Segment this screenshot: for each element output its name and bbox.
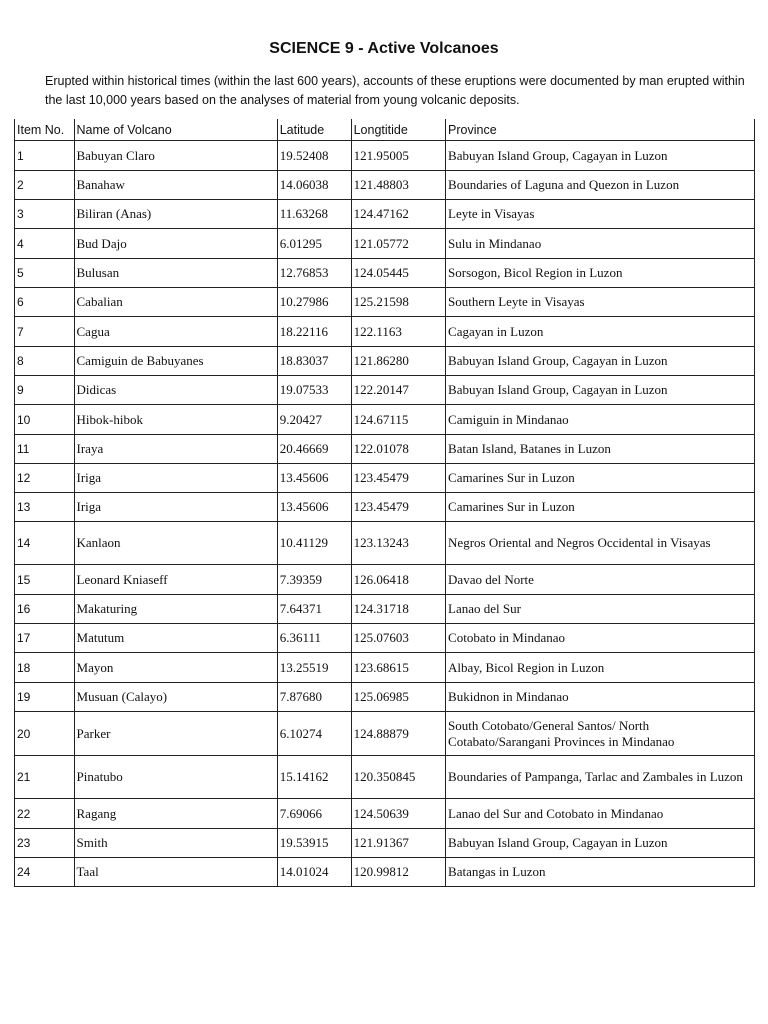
table-header bbox=[15, 119, 755, 141]
cell-province: Southern Leyte in Visayas bbox=[446, 288, 755, 317]
cell-volcano-name: Matutum bbox=[74, 624, 277, 653]
cell-province: Camarines Sur in Luzon bbox=[446, 493, 755, 522]
cell-volcano-name: Didicas bbox=[74, 376, 277, 405]
cell-longitude: 124.88879 bbox=[351, 712, 445, 756]
cell-longitude: 121.91367 bbox=[351, 829, 445, 858]
cell-item-no: 5 bbox=[15, 259, 75, 288]
cell-latitude: 18.83037 bbox=[277, 347, 351, 376]
cell-longitude: 122.20147 bbox=[351, 376, 445, 405]
cell-item-no: 6 bbox=[15, 288, 75, 317]
cell-volcano-name: Musuan (Calayo) bbox=[74, 683, 277, 712]
cell-province: Cagayan in Luzon bbox=[446, 317, 755, 347]
cell-latitude: 6.36111 bbox=[277, 624, 351, 653]
cell-latitude: 9.20427 bbox=[277, 405, 351, 435]
cell-province: South Cotobato/General Santos/ North Cotabato/Sarangani Provinces in Mindanao bbox=[446, 712, 755, 756]
table-row bbox=[15, 858, 755, 887]
cell-province: Camarines Sur in Luzon bbox=[446, 464, 755, 493]
cell-volcano-name: Pinatubo bbox=[74, 756, 277, 799]
table-row bbox=[15, 712, 755, 756]
header-item-no: Item No. bbox=[15, 119, 75, 141]
cell-longitude: 123.13243 bbox=[351, 522, 445, 565]
cell-volcano-name: Leonard Kniaseff bbox=[74, 565, 277, 595]
header-volcano-name: Name of Volcano bbox=[74, 119, 277, 141]
header-longitude: Longtitide bbox=[351, 119, 445, 141]
cell-latitude: 13.45606 bbox=[277, 464, 351, 493]
cell-longitude: 123.68615 bbox=[351, 653, 445, 683]
cell-longitude: 126.06418 bbox=[351, 565, 445, 595]
cell-longitude: 124.05445 bbox=[351, 259, 445, 288]
cell-item-no: 21 bbox=[15, 756, 75, 799]
cell-latitude: 7.87680 bbox=[277, 683, 351, 712]
cell-longitude: 124.31718 bbox=[351, 595, 445, 624]
cell-province: Babuyan Island Group, Cagayan in Luzon bbox=[446, 829, 755, 858]
cell-latitude: 11.63268 bbox=[277, 200, 351, 229]
cell-province: Leyte in Visayas bbox=[446, 200, 755, 229]
cell-province: Sorsogon, Bicol Region in Luzon bbox=[446, 259, 755, 288]
cell-volcano-name: Bud Dajo bbox=[74, 229, 277, 259]
cell-latitude: 20.46669 bbox=[277, 435, 351, 464]
cell-volcano-name: Iraya bbox=[74, 435, 277, 464]
cell-latitude: 13.25519 bbox=[277, 653, 351, 683]
cell-province: Lanao del Sur and Cotobato in Mindanao bbox=[446, 799, 755, 829]
cell-volcano-name: Makaturing bbox=[74, 595, 277, 624]
cell-longitude: 125.07603 bbox=[351, 624, 445, 653]
cell-item-no: 22 bbox=[15, 799, 75, 829]
intro-paragraph: Erupted within historical times (within the last 600 years), accounts of these eruptions were documented by man erupted within the last 10,000 years based on the analyses of material from young volcanic deposits. bbox=[45, 74, 745, 107]
cell-item-no: 24 bbox=[15, 858, 75, 887]
cell-volcano-name: Banahaw bbox=[74, 171, 277, 200]
table-row bbox=[15, 624, 755, 653]
table-row bbox=[15, 141, 755, 171]
cell-volcano-name: Cabalian bbox=[74, 288, 277, 317]
cell-item-no: 14 bbox=[15, 522, 75, 565]
table-row bbox=[15, 171, 755, 200]
table-row bbox=[15, 595, 755, 624]
cell-latitude: 10.27986 bbox=[277, 288, 351, 317]
table-row bbox=[15, 405, 755, 435]
cell-latitude: 19.52408 bbox=[277, 141, 351, 171]
table-body bbox=[15, 141, 755, 887]
cell-volcano-name: Babuyan Claro bbox=[74, 141, 277, 171]
cell-province: Camiguin in Mindanao bbox=[446, 405, 755, 435]
table-row bbox=[15, 464, 755, 493]
table-row bbox=[15, 683, 755, 712]
cell-latitude: 19.07533 bbox=[277, 376, 351, 405]
cell-latitude: 19.53915 bbox=[277, 829, 351, 858]
table-row bbox=[15, 493, 755, 522]
cell-latitude: 13.45606 bbox=[277, 493, 351, 522]
table-row bbox=[15, 317, 755, 347]
cell-province: Batangas in Luzon bbox=[446, 858, 755, 887]
cell-province: Bukidnon in Mindanao bbox=[446, 683, 755, 712]
cell-province: Boundaries of Pampanga, Tarlac and Zambales in Luzon bbox=[446, 756, 755, 799]
cell-latitude: 7.39359 bbox=[277, 565, 351, 595]
cell-volcano-name: Iriga bbox=[74, 464, 277, 493]
cell-longitude: 122.01078 bbox=[351, 435, 445, 464]
cell-item-no: 3 bbox=[15, 200, 75, 229]
cell-latitude: 10.41129 bbox=[277, 522, 351, 565]
header-latitude: Latitude bbox=[277, 119, 351, 141]
cell-volcano-name: Camiguin de Babuyanes bbox=[74, 347, 277, 376]
cell-item-no: 23 bbox=[15, 829, 75, 858]
cell-longitude: 121.05772 bbox=[351, 229, 445, 259]
cell-latitude: 6.01295 bbox=[277, 229, 351, 259]
cell-longitude: 123.45479 bbox=[351, 493, 445, 522]
cell-province: Babuyan Island Group, Cagayan in Luzon bbox=[446, 141, 755, 171]
cell-longitude: 124.67115 bbox=[351, 405, 445, 435]
cell-item-no: 13 bbox=[15, 493, 75, 522]
cell-province: Batan Island, Batanes in Luzon bbox=[446, 435, 755, 464]
cell-province: Lanao del Sur bbox=[446, 595, 755, 624]
page-title: SCIENCE 9 - Active Volcanoes bbox=[269, 40, 499, 57]
cell-longitude: 120.350845 bbox=[351, 756, 445, 799]
cell-item-no: 15 bbox=[15, 565, 75, 595]
cell-latitude: 7.69066 bbox=[277, 799, 351, 829]
cell-longitude: 120.99812 bbox=[351, 858, 445, 887]
table-row bbox=[15, 799, 755, 829]
cell-province: Babuyan Island Group, Cagayan in Luzon bbox=[446, 376, 755, 405]
cell-item-no: 12 bbox=[15, 464, 75, 493]
cell-longitude: 121.95005 bbox=[351, 141, 445, 171]
table-row bbox=[15, 376, 755, 405]
table-row bbox=[15, 653, 755, 683]
cell-item-no: 19 bbox=[15, 683, 75, 712]
cell-volcano-name: Cagua bbox=[74, 317, 277, 347]
cell-province: Cotobato in Mindanao bbox=[446, 624, 755, 653]
header-province: Province bbox=[446, 119, 755, 141]
volcano-table bbox=[14, 119, 755, 887]
cell-longitude: 121.48803 bbox=[351, 171, 445, 200]
cell-province: Babuyan Island Group, Cagayan in Luzon bbox=[446, 347, 755, 376]
cell-longitude: 125.21598 bbox=[351, 288, 445, 317]
table-row bbox=[15, 522, 755, 565]
cell-volcano-name: Ragang bbox=[74, 799, 277, 829]
cell-province: Davao del Norte bbox=[446, 565, 755, 595]
cell-volcano-name: Mayon bbox=[74, 653, 277, 683]
header-row bbox=[15, 119, 755, 141]
cell-province: Boundaries of Laguna and Quezon in Luzon bbox=[446, 171, 755, 200]
cell-volcano-name: Biliran (Anas) bbox=[74, 200, 277, 229]
cell-longitude: 122.1163 bbox=[351, 317, 445, 347]
table-row bbox=[15, 229, 755, 259]
cell-volcano-name: Iriga bbox=[74, 493, 277, 522]
cell-item-no: 7 bbox=[15, 317, 75, 347]
table-row bbox=[15, 565, 755, 595]
table-row bbox=[15, 435, 755, 464]
cell-longitude: 124.47162 bbox=[351, 200, 445, 229]
cell-item-no: 1 bbox=[15, 141, 75, 171]
cell-province: Negros Oriental and Negros Occidental in Visayas bbox=[446, 522, 755, 565]
cell-volcano-name: Hibok-hibok bbox=[74, 405, 277, 435]
cell-item-no: 9 bbox=[15, 376, 75, 405]
cell-volcano-name: Smith bbox=[74, 829, 277, 858]
table-row bbox=[15, 829, 755, 858]
table-row bbox=[15, 259, 755, 288]
table-row bbox=[15, 347, 755, 376]
cell-province: Sulu in Mindanao bbox=[446, 229, 755, 259]
cell-latitude: 15.14162 bbox=[277, 756, 351, 799]
cell-latitude: 6.10274 bbox=[277, 712, 351, 756]
cell-volcano-name: Kanlaon bbox=[74, 522, 277, 565]
cell-item-no: 16 bbox=[15, 595, 75, 624]
cell-latitude: 14.01024 bbox=[277, 858, 351, 887]
cell-longitude: 125.06985 bbox=[351, 683, 445, 712]
cell-volcano-name: Bulusan bbox=[74, 259, 277, 288]
cell-latitude: 7.64371 bbox=[277, 595, 351, 624]
table-row bbox=[15, 288, 755, 317]
cell-item-no: 20 bbox=[15, 712, 75, 756]
table-row bbox=[15, 756, 755, 799]
cell-item-no: 11 bbox=[15, 435, 75, 464]
cell-latitude: 14.06038 bbox=[277, 171, 351, 200]
cell-longitude: 124.50639 bbox=[351, 799, 445, 829]
table-row bbox=[15, 200, 755, 229]
cell-longitude: 123.45479 bbox=[351, 464, 445, 493]
cell-item-no: 10 bbox=[15, 405, 75, 435]
cell-latitude: 12.76853 bbox=[277, 259, 351, 288]
cell-item-no: 2 bbox=[15, 171, 75, 200]
cell-volcano-name: Taal bbox=[74, 858, 277, 887]
cell-latitude: 18.22116 bbox=[277, 317, 351, 347]
cell-province: Albay, Bicol Region in Luzon bbox=[446, 653, 755, 683]
cell-longitude: 121.86280 bbox=[351, 347, 445, 376]
cell-item-no: 18 bbox=[15, 653, 75, 683]
cell-item-no: 4 bbox=[15, 229, 75, 259]
cell-item-no: 17 bbox=[15, 624, 75, 653]
cell-item-no: 8 bbox=[15, 347, 75, 376]
cell-volcano-name: Parker bbox=[74, 712, 277, 756]
